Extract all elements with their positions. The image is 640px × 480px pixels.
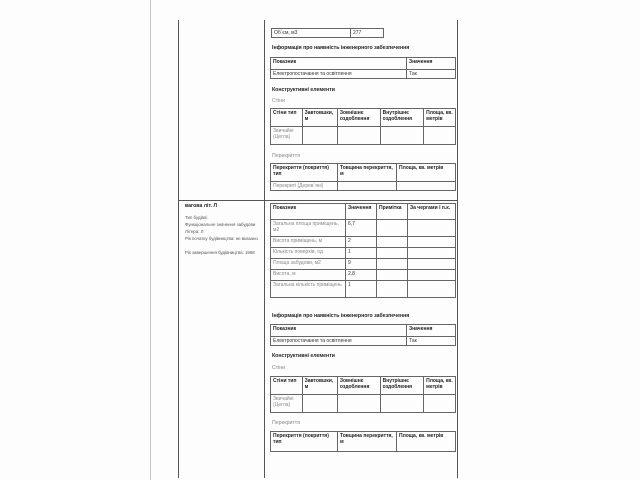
floors-header-type-2: Перекриття (покриття) тип [271, 432, 338, 452]
walls-table-1 [270, 108, 456, 145]
walls-row-type-2: Звичайні (Цегла) [271, 395, 303, 413]
params-row-value: 2,8 [346, 270, 377, 281]
params-row-value: 2 [346, 237, 377, 248]
eng-row-indicator-1: Електропостачання та освітлення [271, 70, 407, 79]
eng-header-indicator-1: Показник [271, 58, 407, 70]
params-header-indicator: Показник [271, 204, 346, 220]
params-table [270, 203, 456, 298]
building-line-function: Функціональне значення забудови [185, 222, 256, 227]
floors-table-2 [270, 431, 456, 452]
walls-row-type-1: Звичайні (Цегла) [271, 127, 303, 145]
walls-header-thickness-2: Завтовшки, м [302, 377, 337, 395]
building-line-letter: Літера: Л [185, 229, 204, 234]
outer-right-border [457, 20, 458, 478]
walls-table-2 [270, 376, 456, 413]
eng-row-value-2: Так [407, 337, 456, 346]
params-row-value: 6,7 [346, 220, 377, 237]
walls-label-2: Стіни [272, 365, 286, 371]
building-line-start: Рік початку будівництва: не вказано [185, 236, 258, 241]
floors-header-thickness-1: Товщина перекриття, м [338, 164, 397, 182]
walls-header-type-1: Стіни тип [271, 109, 303, 127]
building-line-type: Тип будівлі [185, 215, 208, 220]
eng-table-2 [270, 324, 456, 346]
walls-header-thickness-1: Завтовшки, м [302, 109, 337, 127]
outer-left-border [178, 20, 179, 478]
eng-header-indicator-2: Показник [271, 325, 407, 337]
params-row-label: Загальна площа приміщень, м2 [271, 220, 346, 237]
walls-header-area-1: Площа, кв. метрів [424, 109, 456, 127]
building-title: вагова літ. Л [185, 203, 218, 209]
floors-header-area-1: Площа, кв. метрів [397, 164, 456, 182]
walls-header-outer-2: Зовнішнє оздоблення [337, 377, 380, 395]
floors-label-1: Перекриття [272, 153, 300, 159]
top-row-table [271, 28, 457, 38]
floors-header-type-1: Перекриття (покриття) тип [271, 164, 338, 182]
floors-label-2: Перекриття [272, 420, 300, 426]
params-row-label: Загальна кількість приміщень [271, 281, 346, 298]
walls-label-1: Стіни [272, 98, 286, 104]
eng-table-1 [270, 57, 456, 79]
column-divider [264, 20, 265, 478]
eng-header-value-2: Значення [407, 325, 456, 337]
params-row-label: Висота, м [271, 270, 346, 281]
eng-title-1: Інформація про наявність інженерного забезпечення [272, 45, 410, 51]
params-row-value: 1 [346, 248, 377, 259]
walls-header-inner-1: Внутрішнє оздоблення [380, 109, 424, 127]
building-line-end: Рік завершення будівництва: 1968 [185, 250, 255, 255]
constr-title-2: Конструктивні елементи [272, 353, 335, 359]
params-header-queue: За чергами і п.к. [408, 204, 456, 220]
floors-table-1 [270, 163, 456, 191]
params-header-note: Примітка [377, 204, 408, 220]
page-edge [150, 0, 151, 480]
params-row-value: 1 [346, 281, 377, 298]
constr-title-1: Конструктивні елементи [272, 87, 335, 93]
floors-header-area-2: Площа, кв. метрів [397, 432, 456, 452]
params-row-label: Кількість поверхів, од [271, 248, 346, 259]
eng-title-2: Інформація про наявність інженерного забезпечення [272, 313, 410, 319]
building-separator [178, 200, 458, 201]
eng-row-indicator-2: Електропостачання та освітлення [271, 337, 407, 346]
params-row-label: Висота приміщень, м [271, 237, 346, 248]
floors-header-thickness-2: Товщина перекриття, м [338, 432, 397, 452]
walls-header-inner-2: Внутрішнє оздоблення [380, 377, 424, 395]
params-header-value: Значення [346, 204, 377, 220]
eng-row-value-1: Так [407, 70, 456, 79]
params-row-value: 9 [346, 259, 377, 270]
floors-row-type-1: Перекриті (Дерев`яні) [271, 182, 338, 191]
walls-header-type-2: Стіни тип [271, 377, 303, 395]
walls-header-area-2: Площа, кв. метрів [424, 377, 456, 395]
params-row-label: Площа забудови, м2 [271, 259, 346, 270]
eng-header-value-1: Значення [407, 58, 456, 70]
walls-header-outer-1: Зовнішнє оздоблення [337, 109, 380, 127]
top-row-value: 277 [351, 29, 384, 38]
top-row-label: Об`єм, м3 [272, 29, 351, 38]
